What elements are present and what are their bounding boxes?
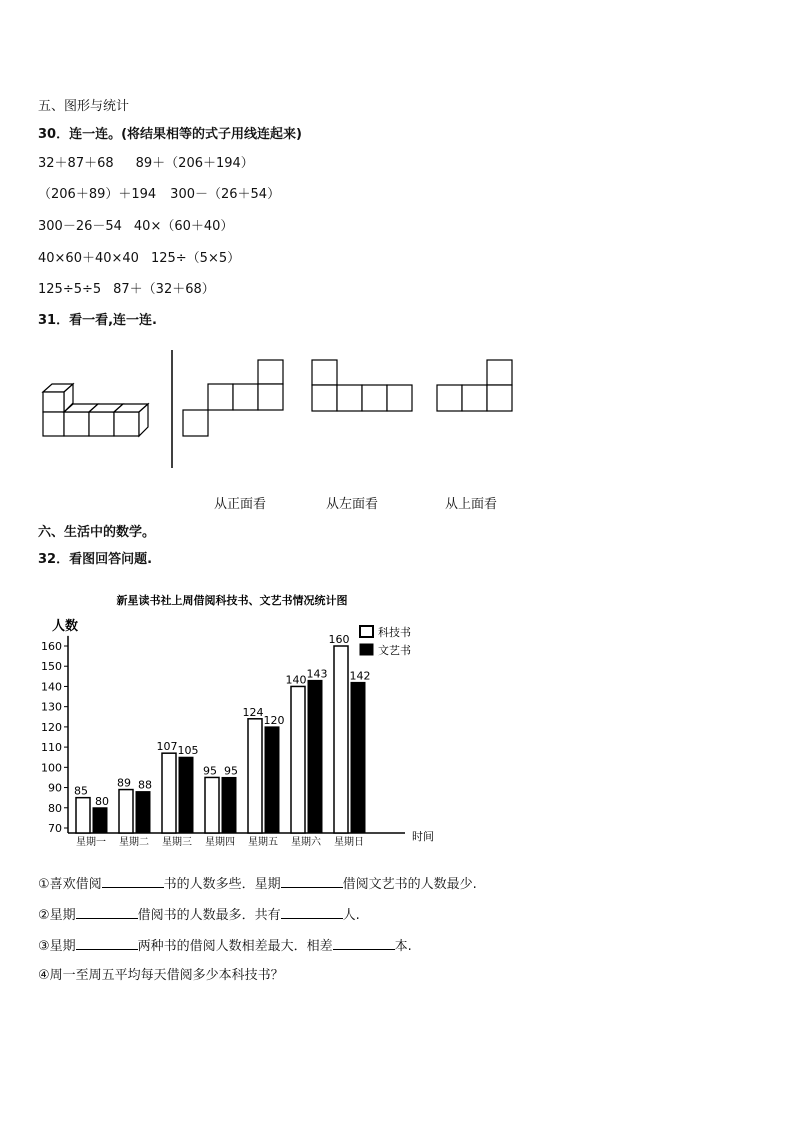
expr-right: 87＋（32＋68） bbox=[113, 282, 215, 297]
bar-lit bbox=[265, 727, 279, 833]
bar-value-label: 140 bbox=[285, 673, 307, 687]
chart-legend bbox=[360, 625, 411, 657]
bar-tech bbox=[248, 719, 262, 833]
q32-question-1 bbox=[38, 873, 477, 894]
q2-mid: 借阅书的人数最多．共有 bbox=[137, 908, 281, 923]
chart-bars bbox=[74, 633, 371, 833]
bar-lit bbox=[351, 682, 365, 833]
expr-left: 32＋87＋68 bbox=[38, 156, 114, 171]
answer-blank[interactable] bbox=[76, 904, 138, 919]
x-category-label: 星期二 bbox=[119, 837, 149, 848]
pair-row bbox=[38, 218, 233, 236]
q3-prefix: ③星期 bbox=[38, 939, 76, 954]
bar-tech bbox=[291, 686, 305, 833]
q31-title: 31．看一看,连一连. bbox=[38, 313, 157, 328]
y-axis-label: 人数 bbox=[52, 619, 79, 634]
bar-value-label: 80 bbox=[95, 794, 109, 808]
x-categories bbox=[76, 835, 364, 848]
pair-row bbox=[38, 186, 280, 204]
view-figure-a bbox=[183, 360, 283, 436]
x-axis-label: 时间 bbox=[412, 830, 434, 843]
y-tick-label: 90 bbox=[48, 781, 62, 795]
bar-value-label: 142 bbox=[349, 669, 371, 683]
expr-right: 125÷（5×5） bbox=[150, 251, 241, 266]
bar-lit bbox=[179, 757, 193, 833]
view-label-left: 从左面看 bbox=[326, 497, 379, 512]
y-tick-label: 120 bbox=[41, 720, 62, 734]
view-label-top: 从上面看 bbox=[445, 497, 498, 512]
q32-title: 32．看图回答问题. bbox=[38, 552, 153, 567]
legend-label-tech: 科技书 bbox=[378, 626, 411, 639]
expr-right: 89＋（206＋194） bbox=[135, 156, 254, 171]
expr-right: 300－（26＋54） bbox=[170, 187, 281, 202]
view-figure-c bbox=[437, 360, 512, 411]
view-label-front: 从正面看 bbox=[214, 497, 267, 512]
pair-row bbox=[38, 281, 215, 299]
y-tick-label: 70 bbox=[48, 822, 62, 835]
x-category-label: 星期五 bbox=[248, 837, 278, 848]
bar-value-label: 160 bbox=[328, 633, 350, 646]
expr-left: 40×60＋40×40 bbox=[38, 251, 139, 266]
answer-blank[interactable] bbox=[333, 935, 395, 950]
answer-blank[interactable] bbox=[102, 873, 164, 888]
bar-tech bbox=[76, 798, 90, 833]
expr-left: 125÷5÷5 bbox=[38, 282, 102, 297]
expr-left: 300－26－54 bbox=[38, 219, 122, 234]
y-tick-label: 80 bbox=[48, 801, 62, 815]
bar-tech bbox=[162, 753, 176, 833]
bar-value-label: 124 bbox=[242, 705, 264, 719]
y-tick-label: 150 bbox=[41, 660, 62, 674]
bar-value-label: 105 bbox=[177, 744, 199, 758]
q32-question-3 bbox=[38, 935, 412, 956]
y-tick-label: 110 bbox=[41, 741, 62, 755]
q3-mid: 两种书的借阅人数相差最大．相差 bbox=[137, 939, 333, 954]
answer-blank[interactable] bbox=[281, 873, 343, 888]
bar-value-label: 95 bbox=[203, 764, 217, 778]
expr-left: （206＋89）＋194 bbox=[38, 187, 157, 202]
x-category-label: 星期六 bbox=[291, 837, 321, 848]
q32-question-2 bbox=[38, 904, 360, 925]
bar-lit bbox=[308, 680, 322, 833]
q1-suffix: 借阅文艺书的人数最少. bbox=[342, 877, 477, 892]
y-tick-label: 160 bbox=[41, 640, 62, 653]
bar-lit bbox=[222, 777, 236, 833]
bar-value-label: 95 bbox=[224, 764, 238, 778]
pair-row bbox=[38, 155, 254, 173]
legend-swatch-lit bbox=[360, 644, 373, 655]
x-category-label: 星期四 bbox=[205, 837, 235, 848]
q30-title: 30．连一连。(将结果相等的式子用线连起来) bbox=[38, 127, 302, 142]
legend-label-lit: 文艺书 bbox=[378, 644, 411, 657]
answer-blank[interactable] bbox=[76, 935, 138, 950]
y-tick-label: 140 bbox=[41, 680, 62, 694]
y-tick-label: 100 bbox=[41, 761, 62, 775]
q2-suffix: 人. bbox=[342, 908, 360, 923]
bar-tech bbox=[334, 646, 348, 833]
y-tick-label: 130 bbox=[41, 700, 62, 714]
x-category-label: 星期三 bbox=[162, 837, 192, 848]
bar-tech bbox=[205, 777, 219, 833]
bar-value-label: 88 bbox=[138, 778, 152, 792]
bar-value-label: 120 bbox=[263, 713, 285, 727]
bar-lit bbox=[93, 808, 107, 833]
q31-figures bbox=[0, 340, 794, 480]
q1-prefix: ①喜欢借阅 bbox=[38, 877, 102, 892]
bar-tech bbox=[119, 790, 133, 833]
pair-row bbox=[38, 250, 240, 268]
q1-mid: 书的人数多些．星期 bbox=[163, 877, 281, 892]
y-ticks bbox=[41, 640, 68, 835]
bar-value-label: 107 bbox=[156, 740, 178, 754]
view-figure-b bbox=[312, 360, 412, 411]
section6-title: 六、生活中的数学。 bbox=[38, 525, 156, 540]
q3-suffix: 本. bbox=[394, 939, 412, 954]
borrow-chart bbox=[0, 580, 794, 855]
bar-value-label: 143 bbox=[306, 667, 328, 681]
expr-right: 40×（60＋40） bbox=[133, 219, 234, 234]
q32-question-4: ④周一至周五平均每天借阅多少本科技书？ bbox=[38, 968, 284, 983]
cube-solid-figure bbox=[43, 384, 148, 436]
section5-title: 五、图形与统计 bbox=[38, 99, 130, 114]
legend-swatch-tech bbox=[360, 626, 373, 637]
q2-prefix: ②星期 bbox=[38, 908, 76, 923]
x-category-label: 星期日 bbox=[334, 837, 364, 848]
bar-value-label: 85 bbox=[74, 784, 88, 798]
answer-blank[interactable] bbox=[281, 904, 343, 919]
bar-value-label: 89 bbox=[117, 776, 131, 790]
bar-lit bbox=[136, 792, 150, 833]
x-category-label: 星期一 bbox=[76, 837, 106, 848]
chart-title: 新星读书社上周借阅科技书、文艺书情况统计图 bbox=[116, 594, 348, 607]
